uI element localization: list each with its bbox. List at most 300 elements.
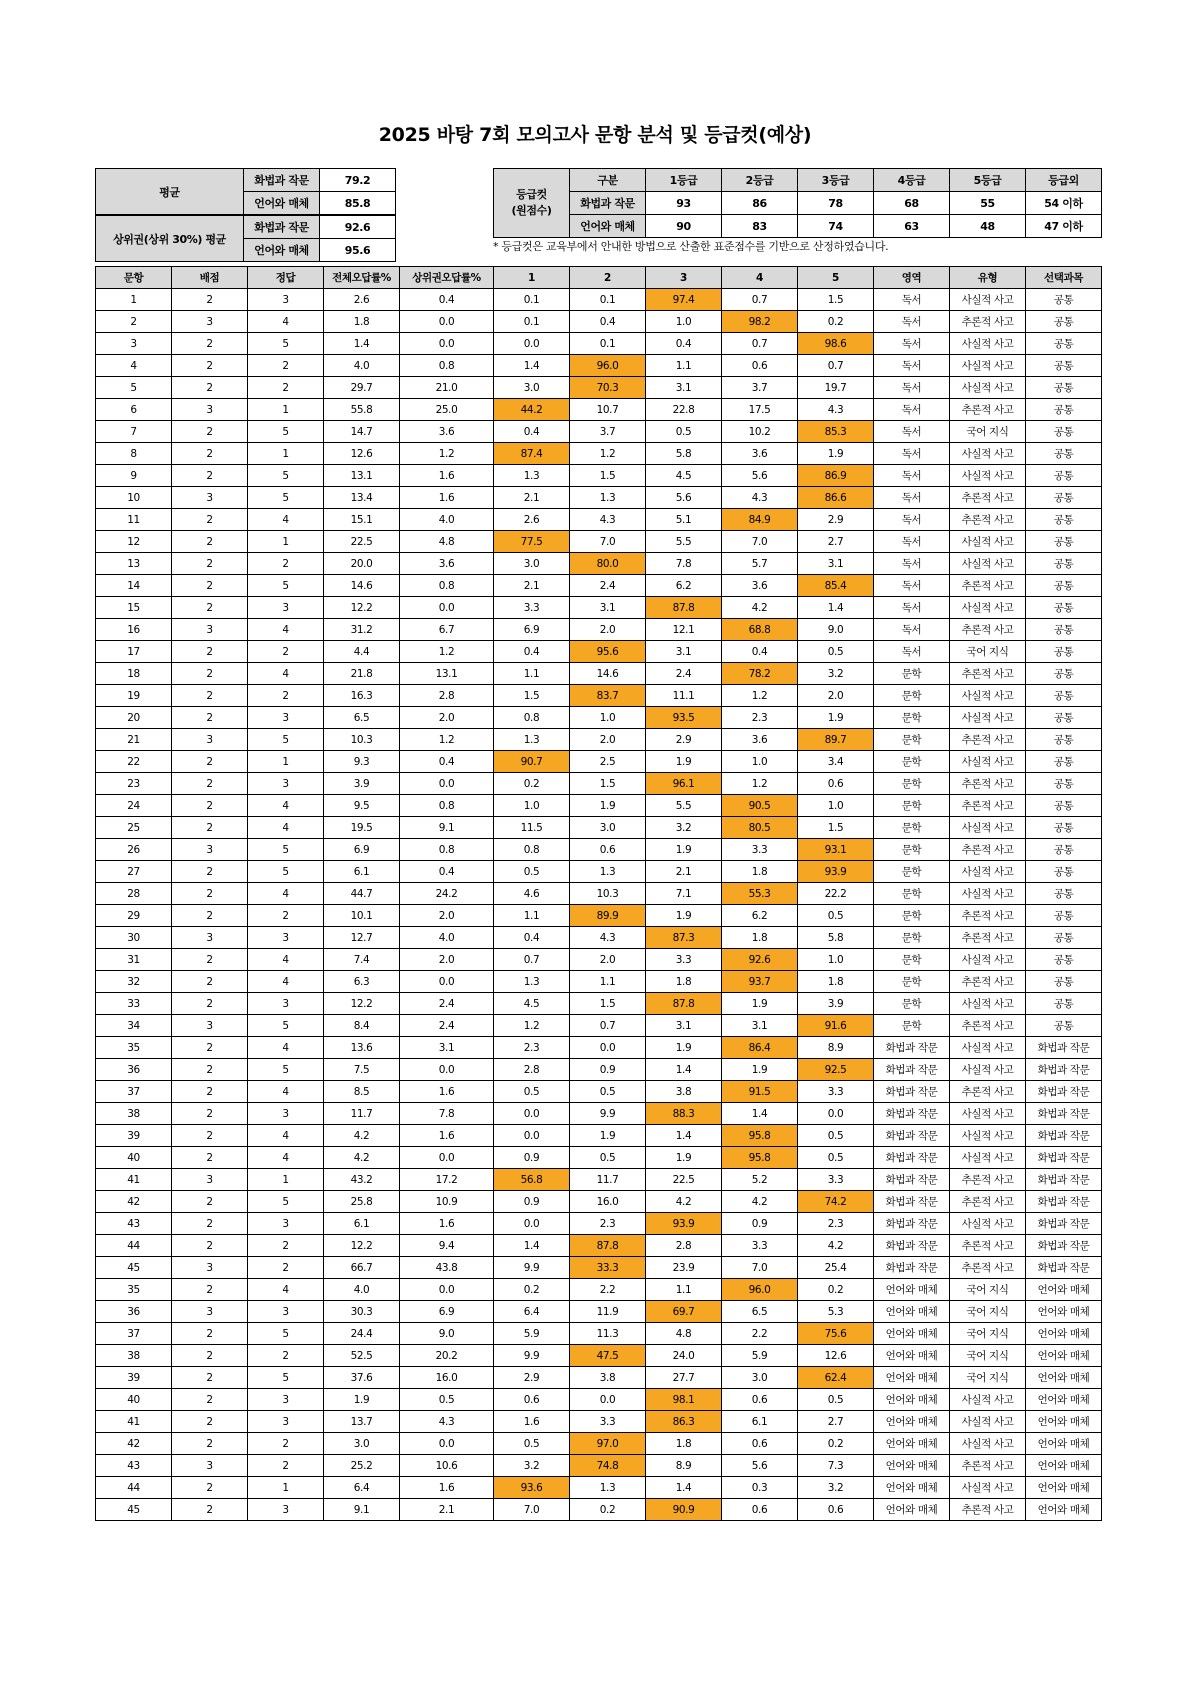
cell-choice-3: 1.9 (646, 839, 722, 861)
cell-choice-3: 4.5 (646, 465, 722, 487)
cell-item-number: 40 (96, 1147, 172, 1169)
cell-item-number: 14 (96, 575, 172, 597)
table-row (96, 1367, 1102, 1389)
cell-total-error-rate: 7.4 (324, 949, 400, 971)
cell-points: 2 (172, 1389, 248, 1411)
cell-choice-1: 2.9 (494, 1367, 570, 1389)
cell-choice-1: 0.4 (494, 421, 570, 443)
cell-area: 독서 (874, 619, 950, 641)
cell-item-number: 3 (96, 333, 172, 355)
cell-choice-1: 9.9 (494, 1257, 570, 1279)
cell-choice-2: 1.3 (570, 861, 646, 883)
cell-choice-3: 8.9 (646, 1455, 722, 1477)
cell-choice-1: 2.1 (494, 487, 570, 509)
grade-cut-value: 90 (646, 215, 722, 238)
cell-top-error-rate: 4.0 (400, 927, 494, 949)
cell-choice-4: 92.6 (722, 949, 798, 971)
cell-elective: 공통 (1026, 399, 1102, 421)
cell-answer: 3 (248, 597, 324, 619)
cell-area: 문학 (874, 839, 950, 861)
cell-answer: 5 (248, 487, 324, 509)
cell-area: 문학 (874, 663, 950, 685)
cell-area: 독서 (874, 311, 950, 333)
cell-points: 2 (172, 949, 248, 971)
cell-choice-2: 0.7 (570, 1015, 646, 1037)
cell-area: 문학 (874, 1015, 950, 1037)
cell-choice-5: 75.6 (798, 1323, 874, 1345)
cell-choice-1: 56.8 (494, 1169, 570, 1191)
table-row (96, 1213, 1102, 1235)
cell-choice-3: 5.5 (646, 531, 722, 553)
cell-item-number: 11 (96, 509, 172, 531)
cell-top-error-rate: 1.2 (400, 729, 494, 751)
cell-choice-3: 93.9 (646, 1213, 722, 1235)
cell-choice-3: 97.4 (646, 289, 722, 311)
cell-elective: 언어와 매체 (1026, 1411, 1102, 1433)
cell-choice-2: 4.3 (570, 927, 646, 949)
cell-area: 문학 (874, 861, 950, 883)
cell-area: 화법과 작문 (874, 1081, 950, 1103)
cell-choice-4: 91.5 (722, 1081, 798, 1103)
cell-choice-5: 3.2 (798, 1477, 874, 1499)
cell-choice-1: 0.5 (494, 1081, 570, 1103)
cell-area: 문학 (874, 707, 950, 729)
cell-top-error-rate: 0.0 (400, 773, 494, 795)
cell-choice-4: 3.3 (722, 839, 798, 861)
cell-item-number: 26 (96, 839, 172, 861)
cell-choice-4: 68.8 (722, 619, 798, 641)
column-header: 4 (722, 267, 798, 289)
cell-type: 사실적 사고 (950, 949, 1026, 971)
cell-choice-2: 1.0 (570, 707, 646, 729)
cell-item-number: 37 (96, 1081, 172, 1103)
cell-choice-5: 3.9 (798, 993, 874, 1015)
cell-choice-4: 0.9 (722, 1213, 798, 1235)
cell-choice-2: 4.3 (570, 509, 646, 531)
cell-total-error-rate: 20.0 (324, 553, 400, 575)
cell-answer: 2 (248, 1235, 324, 1257)
cell-choice-5: 85.4 (798, 575, 874, 597)
cell-points: 3 (172, 487, 248, 509)
cell-elective: 공통 (1026, 795, 1102, 817)
cell-top-error-rate: 0.0 (400, 971, 494, 993)
table-row (96, 861, 1102, 883)
cell-elective: 공통 (1026, 751, 1102, 773)
grade-cut-value: 86 (722, 192, 798, 215)
cell-elective: 공통 (1026, 553, 1102, 575)
cell-area: 언어와 매체 (874, 1389, 950, 1411)
cell-choice-4: 3.7 (722, 377, 798, 399)
cell-elective: 공통 (1026, 729, 1102, 751)
cell-answer: 3 (248, 993, 324, 1015)
cell-choice-2: 1.5 (570, 465, 646, 487)
table-row (96, 1081, 1102, 1103)
cell-answer: 2 (248, 905, 324, 927)
cell-top-error-rate: 0.4 (400, 861, 494, 883)
page-title: 2025 바탕 7회 모의고사 문항 분석 및 등급컷(예상) (378, 124, 812, 146)
cell-choice-3: 88.3 (646, 1103, 722, 1125)
column-header: 1 (494, 267, 570, 289)
cell-choice-5: 4.3 (798, 399, 874, 421)
cell-item-number: 44 (96, 1235, 172, 1257)
cell-area: 문학 (874, 795, 950, 817)
table-row (96, 773, 1102, 795)
cell-item-number: 13 (96, 553, 172, 575)
table-row (96, 1455, 1102, 1477)
cell-answer: 4 (248, 663, 324, 685)
cell-choice-4: 2.2 (722, 1323, 798, 1345)
cell-choice-4: 0.6 (722, 1433, 798, 1455)
table-row (96, 1059, 1102, 1081)
cell-type: 사실적 사고 (950, 707, 1026, 729)
cell-choice-5: 2.9 (798, 509, 874, 531)
cell-choice-3: 87.8 (646, 597, 722, 619)
cell-choice-1: 2.8 (494, 1059, 570, 1081)
cell-area: 문학 (874, 685, 950, 707)
cell-choice-2: 0.4 (570, 311, 646, 333)
cell-total-error-rate: 13.7 (324, 1411, 400, 1433)
cell-area: 화법과 작문 (874, 1125, 950, 1147)
cell-choice-4: 10.2 (722, 421, 798, 443)
cell-choice-4: 2.3 (722, 707, 798, 729)
cell-answer: 2 (248, 553, 324, 575)
cell-choice-5: 0.2 (798, 1279, 874, 1301)
cell-type: 추론적 사고 (950, 1081, 1026, 1103)
cell-choice-3: 90.9 (646, 1499, 722, 1521)
cell-type: 국어 지식 (950, 1323, 1026, 1345)
cell-choice-5: 1.9 (798, 443, 874, 465)
cell-choice-1: 0.0 (494, 1213, 570, 1235)
cell-points: 2 (172, 1147, 248, 1169)
cell-elective: 공통 (1026, 311, 1102, 333)
cell-choice-3: 7.8 (646, 553, 722, 575)
cell-choice-4: 5.6 (722, 465, 798, 487)
cell-choice-3: 1.9 (646, 751, 722, 773)
cell-total-error-rate: 55.8 (324, 399, 400, 421)
cell-choice-5: 5.8 (798, 927, 874, 949)
cell-type: 사실적 사고 (950, 377, 1026, 399)
cell-choice-2: 3.0 (570, 817, 646, 839)
cell-elective: 공통 (1026, 861, 1102, 883)
cell-choice-1: 0.2 (494, 1279, 570, 1301)
cell-choice-4: 5.2 (722, 1169, 798, 1191)
table-row (96, 905, 1102, 927)
cell-points: 2 (172, 1081, 248, 1103)
cell-total-error-rate: 4.2 (324, 1125, 400, 1147)
cell-item-number: 45 (96, 1257, 172, 1279)
cell-choice-1: 9.9 (494, 1345, 570, 1367)
cell-choice-4: 7.0 (722, 1257, 798, 1279)
cell-choice-4: 78.2 (722, 663, 798, 685)
cell-item-number: 25 (96, 817, 172, 839)
grade-cut-label: 등급컷 (원점수) (494, 169, 570, 238)
cell-top-error-rate: 6.9 (400, 1301, 494, 1323)
cell-answer: 3 (248, 927, 324, 949)
cell-elective: 공통 (1026, 421, 1102, 443)
cell-type: 추론적 사고 (950, 663, 1026, 685)
cell-choice-2: 3.1 (570, 597, 646, 619)
table-row (96, 1389, 1102, 1411)
cell-choice-1: 4.5 (494, 993, 570, 1015)
cell-points: 3 (172, 1015, 248, 1037)
cell-choice-5: 1.9 (798, 707, 874, 729)
cell-choice-5: 2.7 (798, 531, 874, 553)
cell-item-number: 36 (96, 1301, 172, 1323)
cell-choice-2: 10.7 (570, 399, 646, 421)
cell-choice-4: 6.2 (722, 905, 798, 927)
cell-choice-3: 3.3 (646, 949, 722, 971)
cell-choice-5: 91.6 (798, 1015, 874, 1037)
cell-choice-5: 86.6 (798, 487, 874, 509)
cell-type: 추론적 사고 (950, 729, 1026, 751)
table-row (96, 399, 1102, 421)
cell-choice-4: 5.6 (722, 1455, 798, 1477)
cell-points: 2 (172, 443, 248, 465)
cell-answer: 5 (248, 1015, 324, 1037)
cell-elective: 공통 (1026, 333, 1102, 355)
cell-choice-2: 97.0 (570, 1433, 646, 1455)
cell-choice-5: 85.3 (798, 421, 874, 443)
cell-elective: 공통 (1026, 1015, 1102, 1037)
cell-type: 국어 지식 (950, 1301, 1026, 1323)
cell-elective: 공통 (1026, 597, 1102, 619)
cell-elective: 공통 (1026, 641, 1102, 663)
cell-choice-3: 1.4 (646, 1125, 722, 1147)
cell-total-error-rate: 25.2 (324, 1455, 400, 1477)
cell-area: 독서 (874, 355, 950, 377)
cell-elective: 공통 (1026, 839, 1102, 861)
cell-top-error-rate: 1.6 (400, 1213, 494, 1235)
cell-elective: 화법과 작문 (1026, 1081, 1102, 1103)
cell-type: 국어 지식 (950, 641, 1026, 663)
average-score-table (95, 168, 396, 262)
cell-item-number: 9 (96, 465, 172, 487)
cell-answer: 4 (248, 1147, 324, 1169)
cell-elective: 언어와 매체 (1026, 1301, 1102, 1323)
cell-choice-1: 0.5 (494, 1433, 570, 1455)
table-row (96, 597, 1102, 619)
cell-choice-1: 1.1 (494, 905, 570, 927)
cell-total-error-rate: 4.0 (324, 1279, 400, 1301)
cell-top-error-rate: 25.0 (400, 399, 494, 421)
table-row (96, 1433, 1102, 1455)
table-row (96, 1411, 1102, 1433)
cell-choice-4: 55.3 (722, 883, 798, 905)
cell-area: 문학 (874, 949, 950, 971)
cell-choice-3: 0.5 (646, 421, 722, 443)
cell-item-number: 38 (96, 1103, 172, 1125)
cell-choice-1: 0.8 (494, 707, 570, 729)
cell-answer: 4 (248, 883, 324, 905)
grade-cut-value: 47 이하 (1026, 215, 1102, 238)
cell-total-error-rate: 12.2 (324, 597, 400, 619)
cell-item-number: 10 (96, 487, 172, 509)
cell-points: 3 (172, 1301, 248, 1323)
cell-item-number: 45 (96, 1499, 172, 1521)
cell-points: 2 (172, 1037, 248, 1059)
cell-elective: 화법과 작문 (1026, 1103, 1102, 1125)
cell-answer: 4 (248, 311, 324, 333)
cell-choice-4: 1.8 (722, 927, 798, 949)
cell-type: 추론적 사고 (950, 509, 1026, 531)
cell-points: 3 (172, 311, 248, 333)
cell-total-error-rate: 12.6 (324, 443, 400, 465)
cell-choice-5: 2.3 (798, 1213, 874, 1235)
column-header: 2 (570, 267, 646, 289)
cell-choice-1: 0.7 (494, 949, 570, 971)
cell-total-error-rate: 52.5 (324, 1345, 400, 1367)
cell-points: 2 (172, 685, 248, 707)
cell-choice-4: 1.2 (722, 685, 798, 707)
cell-choice-4: 3.1 (722, 1015, 798, 1037)
cell-item-number: 34 (96, 1015, 172, 1037)
grade-cut-header: 5등급 (950, 169, 1026, 192)
cell-choice-2: 1.5 (570, 993, 646, 1015)
cell-points: 2 (172, 883, 248, 905)
table-row (96, 1147, 1102, 1169)
cell-choice-1: 0.8 (494, 839, 570, 861)
cell-type: 추론적 사고 (950, 773, 1026, 795)
cell-area: 언어와 매체 (874, 1433, 950, 1455)
cell-area: 문학 (874, 883, 950, 905)
cell-choice-5: 9.0 (798, 619, 874, 641)
cell-choice-2: 87.8 (570, 1235, 646, 1257)
cell-total-error-rate: 6.5 (324, 707, 400, 729)
cell-total-error-rate: 8.5 (324, 1081, 400, 1103)
cell-top-error-rate: 10.6 (400, 1455, 494, 1477)
cell-type: 사실적 사고 (950, 1037, 1026, 1059)
cell-choice-3: 98.1 (646, 1389, 722, 1411)
table-row (96, 795, 1102, 817)
cell-area: 독서 (874, 641, 950, 663)
cell-choice-4: 90.5 (722, 795, 798, 817)
item-analysis-table (95, 266, 1102, 1521)
cell-choice-1: 1.4 (494, 355, 570, 377)
cell-area: 독서 (874, 553, 950, 575)
cell-answer: 4 (248, 1125, 324, 1147)
cell-choice-2: 1.9 (570, 795, 646, 817)
grade-cut-header: 1등급 (646, 169, 722, 192)
cell-choice-1: 1.6 (494, 1411, 570, 1433)
cell-type: 사실적 사고 (950, 531, 1026, 553)
cell-answer: 1 (248, 531, 324, 553)
cell-top-error-rate: 4.0 (400, 509, 494, 531)
grade-cut-value: 48 (950, 215, 1026, 238)
cell-answer: 3 (248, 707, 324, 729)
cell-choice-1: 1.5 (494, 685, 570, 707)
cell-points: 2 (172, 421, 248, 443)
cell-item-number: 43 (96, 1213, 172, 1235)
cell-total-error-rate: 4.2 (324, 1147, 400, 1169)
table-row (96, 421, 1102, 443)
cell-item-number: 41 (96, 1169, 172, 1191)
cell-choice-5: 0.6 (798, 1499, 874, 1521)
table-row (96, 729, 1102, 751)
cell-top-error-rate: 0.0 (400, 1433, 494, 1455)
cell-type: 추론적 사고 (950, 1235, 1026, 1257)
grade-cut-value: 68 (874, 192, 950, 215)
table-row (96, 509, 1102, 531)
cell-top-error-rate: 9.4 (400, 1235, 494, 1257)
cell-elective: 화법과 작문 (1026, 1169, 1102, 1191)
cell-choice-5: 0.5 (798, 1125, 874, 1147)
cell-area: 독서 (874, 333, 950, 355)
cell-choice-2: 1.3 (570, 1477, 646, 1499)
cell-top-error-rate: 0.0 (400, 333, 494, 355)
cell-choice-2: 3.7 (570, 421, 646, 443)
cell-choice-2: 47.5 (570, 1345, 646, 1367)
cell-answer: 4 (248, 1081, 324, 1103)
cell-type: 추론적 사고 (950, 795, 1026, 817)
cell-type: 국어 지식 (950, 421, 1026, 443)
cell-elective: 공통 (1026, 487, 1102, 509)
table-row (96, 1191, 1102, 1213)
cell-item-number: 23 (96, 773, 172, 795)
cell-choice-3: 3.1 (646, 1015, 722, 1037)
cell-area: 화법과 작문 (874, 1191, 950, 1213)
cell-points: 3 (172, 729, 248, 751)
column-header: 유형 (950, 267, 1026, 289)
cell-elective: 공통 (1026, 663, 1102, 685)
cell-area: 화법과 작문 (874, 1147, 950, 1169)
cell-elective: 공통 (1026, 465, 1102, 487)
cell-choice-2: 70.3 (570, 377, 646, 399)
cell-area: 화법과 작문 (874, 1059, 950, 1081)
cell-elective: 공통 (1026, 707, 1102, 729)
cell-choice-4: 80.5 (722, 817, 798, 839)
cell-choice-2: 2.0 (570, 729, 646, 751)
cell-choice-5: 4.2 (798, 1235, 874, 1257)
cell-area: 언어와 매체 (874, 1455, 950, 1477)
cell-item-number: 7 (96, 421, 172, 443)
cell-choice-3: 86.3 (646, 1411, 722, 1433)
cell-choice-3: 27.7 (646, 1367, 722, 1389)
cell-choice-2: 0.2 (570, 1499, 646, 1521)
cell-elective: 공통 (1026, 927, 1102, 949)
table-row (96, 1499, 1102, 1521)
cell-type: 추론적 사고 (950, 399, 1026, 421)
cell-area: 언어와 매체 (874, 1499, 950, 1521)
cell-elective: 화법과 작문 (1026, 1059, 1102, 1081)
cell-elective: 언어와 매체 (1026, 1279, 1102, 1301)
cell-top-error-rate: 1.2 (400, 641, 494, 663)
cell-elective: 언어와 매체 (1026, 1389, 1102, 1411)
table-row (96, 685, 1102, 707)
cell-choice-2: 33.3 (570, 1257, 646, 1279)
cell-area: 언어와 매체 (874, 1477, 950, 1499)
cell-choice-4: 96.0 (722, 1279, 798, 1301)
cell-choice-3: 4.8 (646, 1323, 722, 1345)
cell-elective: 화법과 작문 (1026, 1125, 1102, 1147)
table-row (96, 487, 1102, 509)
cell-points: 2 (172, 1499, 248, 1521)
cell-choice-2: 1.9 (570, 1125, 646, 1147)
cell-choice-2: 10.3 (570, 883, 646, 905)
cell-item-number: 42 (96, 1191, 172, 1213)
cell-answer: 2 (248, 355, 324, 377)
cell-choice-5: 1.8 (798, 971, 874, 993)
cell-answer: 2 (248, 377, 324, 399)
cell-choice-3: 5.5 (646, 795, 722, 817)
cell-choice-1: 77.5 (494, 531, 570, 553)
table-row (96, 311, 1102, 333)
cell-points: 2 (172, 905, 248, 927)
cell-elective: 언어와 매체 (1026, 1433, 1102, 1455)
cell-total-error-rate: 12.7 (324, 927, 400, 949)
cell-top-error-rate: 24.2 (400, 883, 494, 905)
cell-choice-5: 62.4 (798, 1367, 874, 1389)
cell-choice-1: 1.1 (494, 663, 570, 685)
